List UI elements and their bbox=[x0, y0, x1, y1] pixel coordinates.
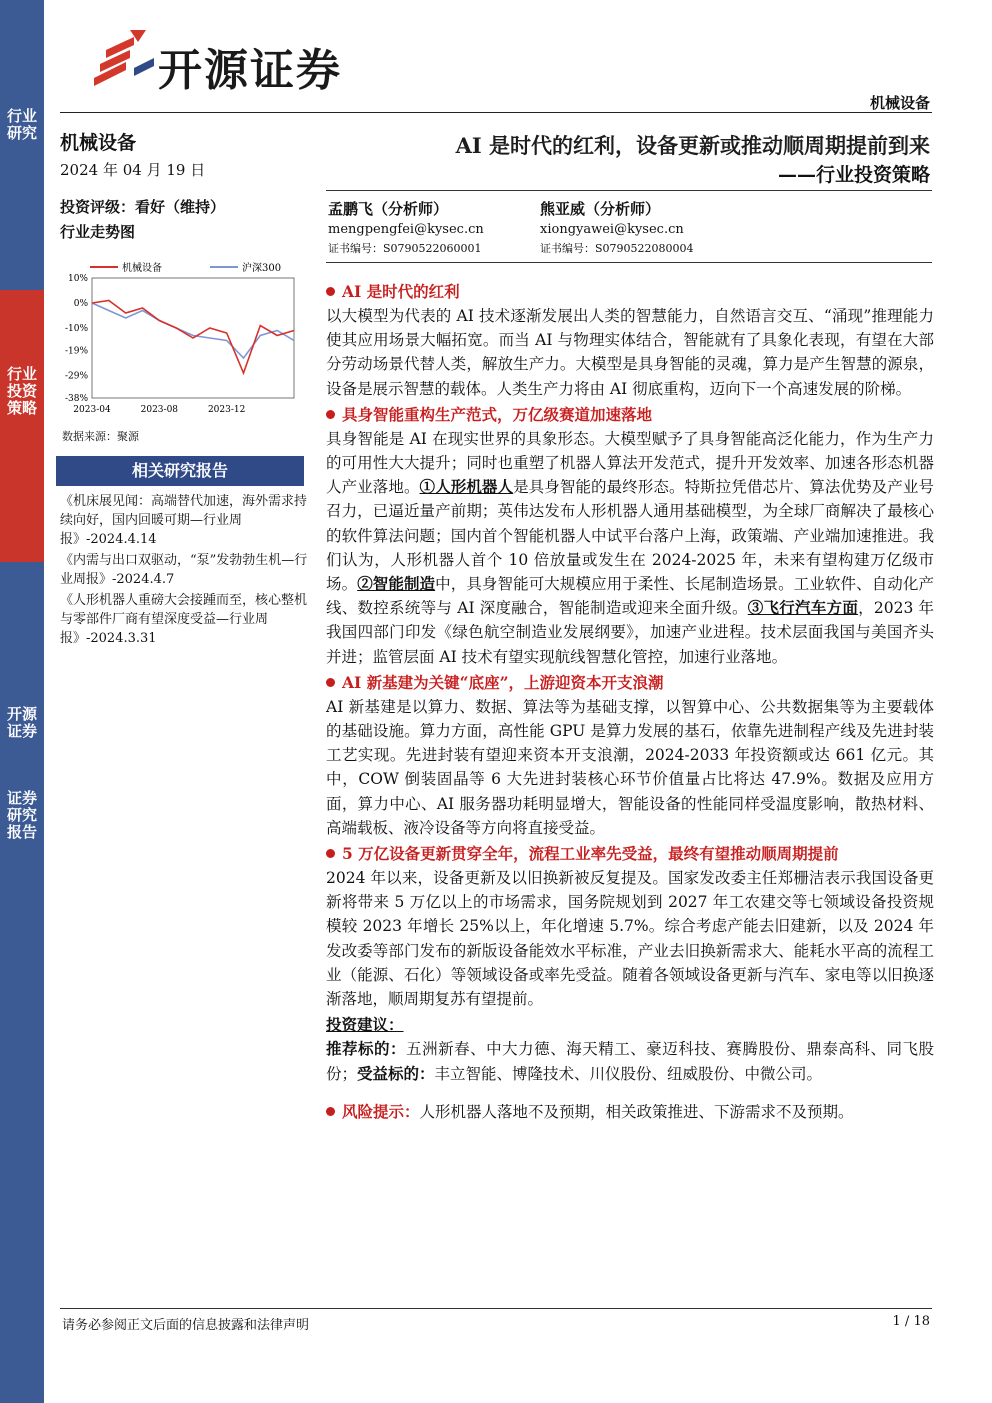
section-heading-text: 5 万亿设备更新贯穿全年，流程工业率先受益，最终有望推动顺周期提前 bbox=[342, 844, 839, 864]
beneficiary-text: 丰立智能、博隆技术、川仪股份、纽威股份、中微公司。 bbox=[434, 1064, 823, 1083]
analyst-email[interactable]: xiongyawei@kysec.cn bbox=[540, 222, 684, 237]
main-content bbox=[326, 278, 934, 1126]
recommendation bbox=[326, 1037, 934, 1085]
footer-disclaimer: 请务必参阅正文后面的信息披露和法律声明 bbox=[62, 1318, 310, 1333]
related-report-item[interactable]: 《机床展见闻：高端替代加速，海外需求持续向好，国内回暖可期—行业周报》-2024.4.14 bbox=[60, 494, 308, 547]
analyst-block bbox=[540, 198, 694, 256]
highlight-humanoid: ①人形机器人 bbox=[419, 477, 514, 497]
legend-label: 机械设备 bbox=[122, 263, 162, 274]
series-line bbox=[92, 301, 294, 374]
beneficiary-label: 受益标的： bbox=[357, 1063, 435, 1083]
section-heading-text: 具身智能重构生产范式，万亿级赛道加速落地 bbox=[342, 404, 653, 424]
paragraph-text: 是具身智能的最终形态。特斯拉凭借芯片、算法优势及产业号召力，已逼近量产前期；英伟达发布人形机器人通用基础模型，为全球厂商解决了最核心的软件算法问题；国内首个智能机器人中试平台落户上海，政策端、产业端加速推进。我们认为，人形机器人首个 10 倍放量或发生在 2024-2025 年，未来有望构建万亿级市场。 bbox=[326, 478, 934, 594]
logo-text: 开源证券 bbox=[158, 45, 342, 96]
x-tick-label: 2023-04 bbox=[73, 405, 111, 415]
analyst-block bbox=[328, 198, 484, 256]
analyst-cert: 证书编号：S0790522060001 bbox=[328, 242, 482, 255]
paragraph-text: 中，具身智能可大规模应用于柔性、长尾制造场景。工业软件、自动化产线、数控系统等与 AI 深度融合，智能制造或迎来全面升级。 bbox=[326, 575, 934, 618]
bullet-icon bbox=[326, 410, 335, 419]
legend-label: 沪深300 bbox=[242, 263, 282, 274]
trend-chart bbox=[58, 258, 308, 428]
bullet-icon bbox=[326, 287, 335, 296]
sidebar-label-brand: 开源证券 bbox=[6, 705, 37, 740]
paragraph bbox=[326, 427, 934, 669]
industry-title: 机械设备 bbox=[60, 132, 137, 154]
analyst-email[interactable]: mengpengfei@kysec.cn bbox=[328, 222, 484, 237]
bullet-icon bbox=[326, 849, 335, 858]
x-tick-label: 2023-08 bbox=[140, 405, 179, 415]
report-date: 2024 年 04 月 19 日 bbox=[60, 161, 206, 179]
header-divider bbox=[60, 112, 932, 113]
section-heading bbox=[326, 280, 934, 304]
paragraph: AI 新基建是以算力、数据、算法等为基础支撑，以智算中心、公共数据集等为主要载体的基础设施。算力方面，高性能 GPU 是算力发展的基石，依靠先进制程产线及先进封装工艺实现。先进封装有望迎来资本开支浪潮，2024-2033 年投资额或达 661 亿元。其中，COW 倒装固晶等 6 大先进封装核心环节价值量占比将达 47.9%。数据及应用方面，算力中心、AI 服务器功耗明显增大，智能设备的性能同样受温度影响，散热材料、高端载板、液冷设备等方向将直接受益。 bbox=[326, 697, 934, 837]
paragraph-text: 具身智能是 AI 在现实世界的具象形态。大模型赋予了具身智能高泛化能力，作为生产力的可用性大大提升；同时也重塑了机器人算法开发范式，提升开发效率、加速各形态机器人产业落地。 bbox=[326, 429, 934, 497]
logo-mark-icon bbox=[90, 28, 160, 90]
bullet-icon bbox=[326, 1107, 335, 1116]
section-heading bbox=[326, 671, 934, 695]
analyst-divider bbox=[326, 262, 932, 263]
risk-label: 风险提示： bbox=[342, 1101, 420, 1121]
header-industry: 机械设备 bbox=[869, 94, 930, 112]
related-report-item[interactable]: 《人形机器人重磅大会接踵而至，核心整机与零部件厂商有望深度受益—行业周报》-2024.3.31 bbox=[60, 593, 308, 646]
y-tick-label: -19% bbox=[64, 346, 88, 357]
related-report-item[interactable]: 《内需与出口双驱动，“泵”发勃勃生机—行业周报》-2024.4.7 bbox=[60, 553, 308, 587]
left-column bbox=[60, 128, 310, 242]
sidebar bbox=[0, 0, 44, 1403]
report-subtitle: ——行业投资策略 bbox=[777, 164, 930, 186]
chart-source: 数据来源：聚源 bbox=[62, 430, 139, 443]
analyst-name: 孟鹏飞（分析师） bbox=[328, 200, 449, 218]
recommend-label: 推荐标的： bbox=[326, 1039, 407, 1059]
recommend-text: 五洲新春、中大力德、海天精工、豪迈科技、赛腾股份、鼎泰高科、同飞股份； bbox=[326, 1040, 934, 1083]
paragraph: 以大模型为代表的 AI 技术逐渐发展出人类的智慧能力，自然语言交互、“涌现”推理能力使其应用场景大幅拓宽。而当 AI 与物理实体结合，智能就有了具象化表现，有望在大部分劳动场景代替人类，解放生产力。大模型是具身智能的灵魂，算力是产生智慧的源泉，设备是展示智慧的载体。人类生产力将由 AI 彻底重构，迈向下一个高速发展的阶梯。 bbox=[326, 307, 934, 398]
section-heading bbox=[326, 842, 934, 866]
paragraph-text: ，2023 年我国四部门印发《绿色航空制造业发展纲要》，加速产业进程。技术层面我国与美国齐头并进；监管层面 AI 技术有望实现航线智慧化管控，加速行业落地。 bbox=[326, 599, 934, 666]
y-tick-label: 10% bbox=[67, 274, 88, 284]
section-heading-text: AI 是时代的红利 bbox=[342, 282, 460, 301]
trend-title: 行业走势图 bbox=[60, 223, 136, 241]
sidebar-label-strategy: 行业投资策略 bbox=[6, 365, 37, 417]
sidebar-label-report: 证券研究报告 bbox=[6, 789, 37, 841]
sidebar-label-research: 行业研究 bbox=[6, 107, 37, 142]
risk-note bbox=[326, 1100, 934, 1124]
analyst-name: 熊亚威（分析师） bbox=[540, 200, 661, 218]
page-number: 1 / 18 bbox=[892, 1314, 930, 1329]
section-heading bbox=[326, 403, 934, 427]
title-divider bbox=[326, 190, 932, 191]
analyst-cert: 证书编号：S0790522080004 bbox=[540, 242, 694, 255]
y-tick-label: -29% bbox=[64, 371, 88, 382]
related-reports-list bbox=[60, 492, 308, 650]
highlight-flying-car: ③飞行汽车方面 bbox=[747, 598, 859, 618]
related-reports-header: 相关研究报告 bbox=[56, 456, 304, 486]
y-tick-label: 0% bbox=[73, 299, 88, 309]
sidebar-highlight bbox=[0, 290, 44, 562]
report-title: AI 是时代的红利，设备更新或推动顺周期提前到来 bbox=[455, 133, 930, 158]
y-tick-label: -10% bbox=[64, 324, 88, 334]
section-heading-text: AI 新基建为关键“底座”，上游迎资本开支浪潮 bbox=[342, 672, 664, 692]
x-tick-label: 2023-12 bbox=[207, 405, 246, 415]
highlight-smart-mfg: ②智能制造 bbox=[357, 574, 436, 594]
investment-rating: 投资评级：看好（维持） bbox=[60, 198, 226, 216]
paragraph: 2024 年以来，设备更新及以旧换新被反复提及。国家发改委主任郑栅洁表示我国设备更新将带来 5 万亿以上的市场需求，国务院规划到 2027 年工农建交等七领域设备投资规模较 2023 年增长 25%以上，年化增速 5.7%。综合考虑产能去旧建新，以及 2024 年发改委等部门发布的新版设备能效水平标准，产业去旧换新需求大、能耗水平高的流程工业（能源、石化）等领域设备或率先受益。随着各领域设备更新与汽车、家电等以旧换逐渐落地，顺周期复苏有望提前。 bbox=[326, 869, 934, 1009]
y-tick-label: -38% bbox=[64, 394, 88, 404]
advice-heading: 投资建议： bbox=[326, 1015, 404, 1035]
bullet-icon bbox=[326, 678, 335, 687]
footer-divider bbox=[60, 1308, 932, 1309]
risk-text: 人形机器人落地不及预期，相关政策推进、下游需求不及预期。 bbox=[419, 1102, 854, 1121]
